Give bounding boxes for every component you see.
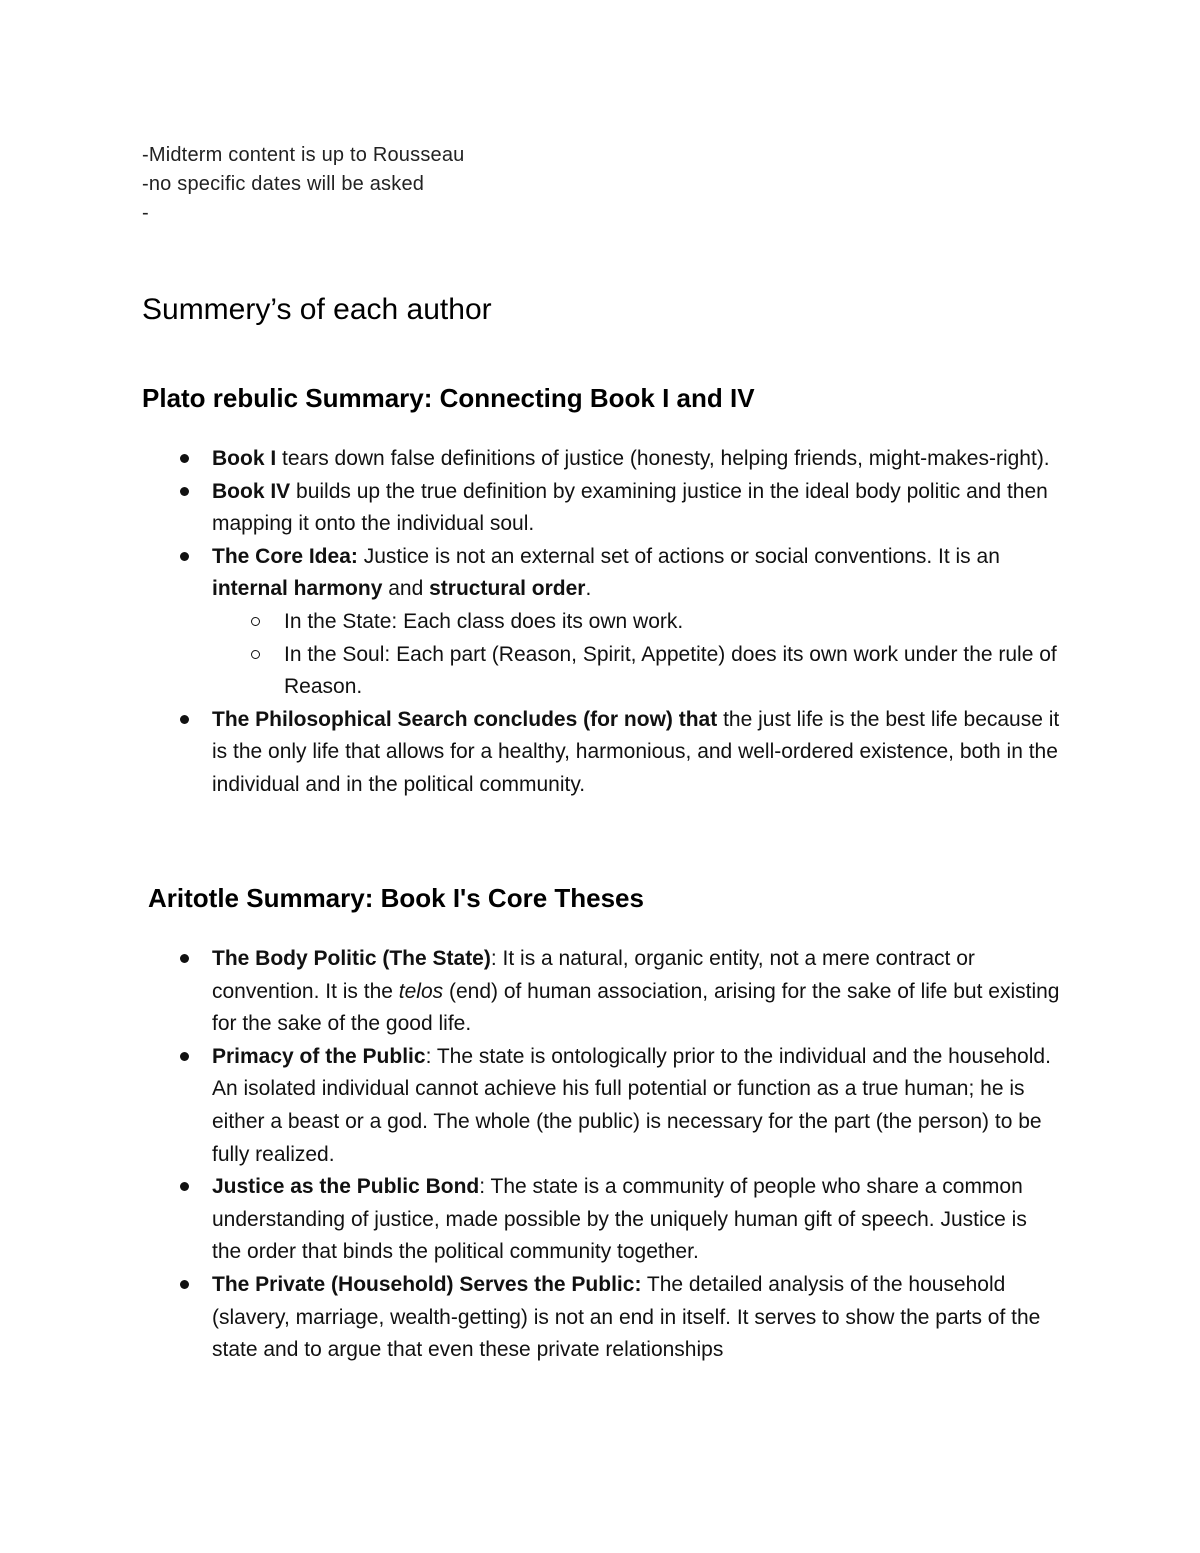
bullet-icon — [180, 1182, 189, 1191]
sub-item-text: In the Soul: Each part (Reason, Spirit, Appetite) does its own work under the rule of Reason. — [284, 642, 1057, 699]
item-term: The Philosophical Search concludes (for now) that — [212, 707, 718, 731]
list-item — [180, 1041, 1060, 1171]
item-term: The Private (Household) Serves the Public: — [212, 1272, 642, 1296]
aristotle-heading: Aritotle Summary: Book I's Core Theses — [148, 883, 644, 913]
item-text: : The state is ontologically prior to the individual and the household. An isolated individual cannot achieve his full potential or function as a true human; he is either a beast or a god. The whole (the public) is necessary for the part (the person) to be fully realized. — [212, 1044, 1051, 1166]
list-item — [180, 1171, 1060, 1269]
bullet-icon — [180, 487, 189, 496]
item-text: tears down false definitions of justice (honesty, helping friends, might-makes-right). — [276, 447, 1050, 470]
list-item — [180, 476, 1060, 541]
aristotle-summary-list — [180, 943, 1060, 1367]
sub-list-item — [212, 639, 1060, 704]
list-item — [180, 1269, 1060, 1367]
item-term: The Body Politic (The State) — [212, 947, 491, 970]
note-line: -Midterm content is up to Rousseau — [142, 144, 465, 166]
item-text: the just life is the best life because it is the only life that allows for a healthy, harmonious, and well-ordered existence, both in the individual and in the political community. — [212, 707, 1060, 796]
item-term: The Core Idea: — [212, 544, 358, 568]
item-emphasis: internal harmony — [212, 577, 383, 601]
item-emphasis: structural order — [429, 577, 586, 601]
item-text: Justice is not an external set of actions or social conventions. It is an — [357, 544, 1000, 568]
item-italic-term: telos — [398, 979, 444, 1003]
plato-summary-list — [180, 443, 1060, 802]
item-text: and — [382, 577, 430, 601]
list-item — [180, 943, 1060, 1041]
sub-list-item — [212, 606, 1060, 639]
bullet-icon — [180, 715, 189, 724]
list-item — [180, 704, 1060, 802]
item-text: : It is a natural, organic entity, not a mere contract or convention. It is the — [212, 947, 975, 1003]
plato-heading: Plato rebulic Summary: Connecting Book I and IV — [142, 383, 755, 413]
hollow-bullet-icon — [251, 617, 260, 626]
sub-item-text: In the State: Each class does its own work. — [284, 609, 684, 633]
item-term: Primacy of the Public — [212, 1044, 426, 1068]
note-line: - — [142, 202, 149, 224]
item-term: Justice as the Public Bond — [212, 1175, 480, 1199]
core-idea-sublist — [212, 606, 1060, 704]
item-term: Book IV — [212, 479, 291, 503]
item-text: builds up the true definition by examining justice in the ideal body politic and then mapping it onto the individual soul. — [212, 479, 1048, 536]
item-term: Book I — [212, 447, 277, 470]
bullet-icon — [180, 954, 189, 963]
list-item — [180, 443, 1060, 476]
bullet-icon — [180, 552, 189, 561]
hollow-bullet-icon — [251, 650, 260, 659]
item-text: : The state is a community of people who share a common understanding of justice, made possible by the uniquely human gift of speech. Justice is the order that binds the political community together. — [212, 1175, 1027, 1264]
bullet-icon — [180, 1052, 189, 1061]
note-line: -no specific dates will be asked — [142, 173, 425, 195]
document-title: Summery’s of each author — [142, 293, 492, 326]
exam-notes — [142, 141, 465, 228]
item-text: The detailed analysis of the household (slavery, marriage, wealth-getting) is not an end in itself. It serves to show the parts of the state and to argue that even these private relationships — [212, 1272, 1041, 1362]
item-text: (end) of human association, arising for the sake of life but existing for the sake of the good life. — [212, 979, 1060, 1036]
bullet-icon — [180, 1280, 189, 1289]
bullet-icon — [180, 454, 189, 463]
item-text: . — [585, 577, 592, 601]
list-item — [180, 541, 1060, 704]
